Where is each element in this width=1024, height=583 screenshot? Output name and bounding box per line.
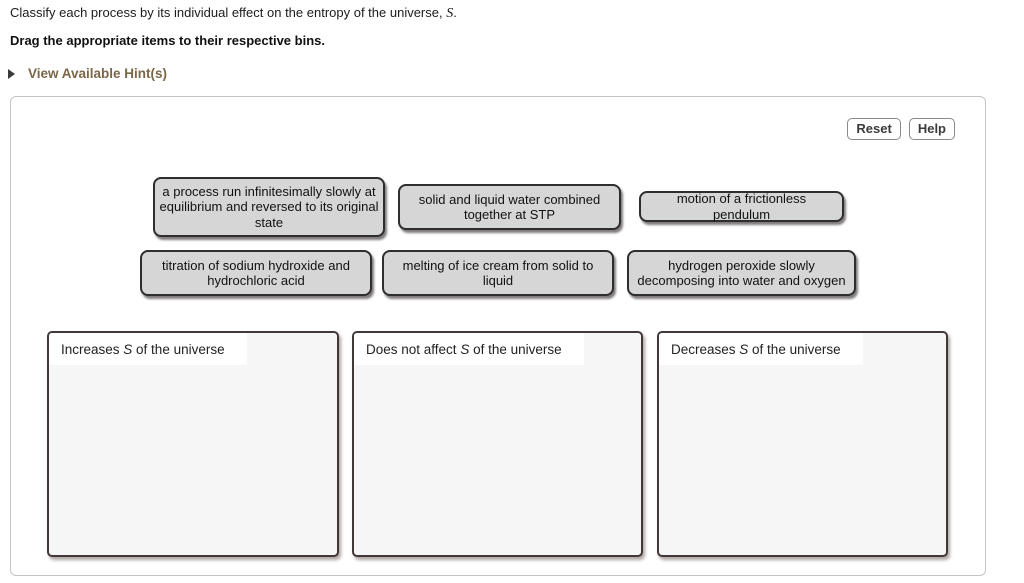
panel-toolbar (847, 118, 955, 140)
bin-decreases-s[interactable] (657, 331, 948, 557)
hint-toggle[interactable] (8, 66, 167, 81)
instruction-prefix: Classify each process by its individual effect on the entropy of the universe, (10, 5, 447, 20)
bin-increases-s[interactable] (47, 331, 339, 557)
drag-item-solid-liquid-water-stp[interactable]: solid and liquid water combined together at STP (398, 184, 621, 230)
drag-instruction-text: Drag the appropriate items to their respective bins. (10, 33, 325, 48)
bin-label: Does not affect S of the universe (354, 333, 584, 365)
activity-panel (10, 96, 986, 576)
help-button[interactable]: Help (909, 118, 955, 140)
drag-item-titration[interactable]: titration of sodium hydroxide and hydrochloric acid (140, 250, 372, 296)
bin-label: Decreases S of the universe (659, 333, 863, 365)
expand-triangle-icon (8, 69, 15, 79)
drag-item-peroxide-decomposition[interactable]: hydrogen peroxide slowly decomposing into water and oxygen (627, 250, 856, 296)
instruction-suffix: . (453, 5, 457, 20)
drag-item-reversible-process[interactable]: a process run infinitesimally slowly at equilibrium and reversed to its original state (153, 177, 385, 237)
reset-button[interactable]: Reset (847, 118, 900, 140)
instruction-text (10, 5, 457, 22)
entropy-symbol: S (460, 342, 470, 357)
drag-item-melting-ice-cream[interactable]: melting of ice cream from solid to liquid (382, 250, 614, 296)
entropy-symbol: S (123, 342, 133, 357)
entropy-symbol: S (446, 6, 454, 21)
bin-label: Increases S of the universe (49, 333, 247, 365)
drag-item-frictionless-pendulum[interactable]: motion of a frictionless pendulum (639, 191, 844, 222)
bin-does-not-affect-s[interactable] (352, 331, 643, 557)
view-hints-link[interactable]: View Available Hint(s) (28, 66, 168, 81)
entropy-symbol: S (739, 342, 749, 357)
